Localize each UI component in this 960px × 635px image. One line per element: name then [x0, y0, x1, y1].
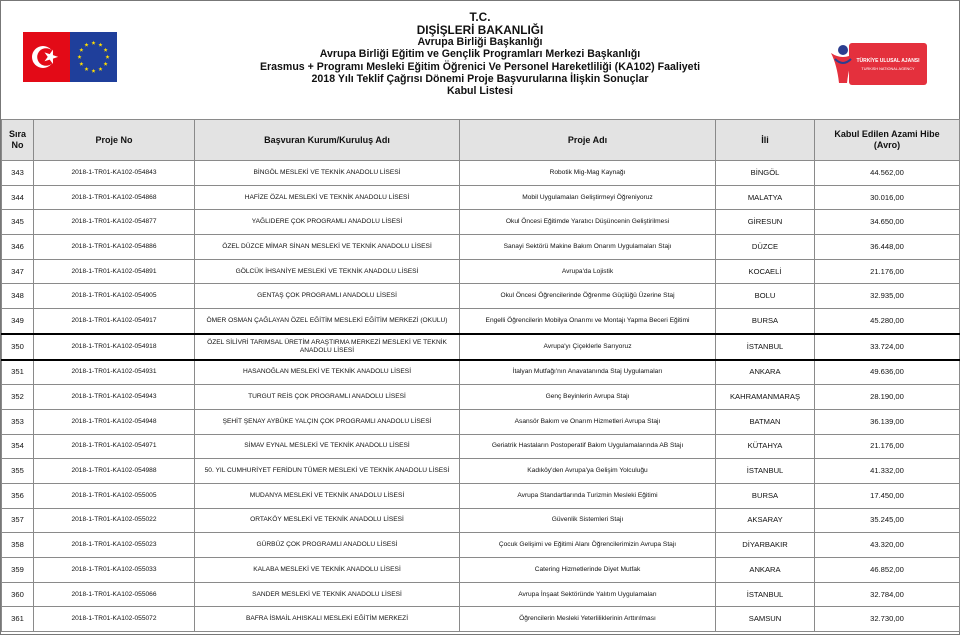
cell-kurum-adi: BAFRA İSMAİL AHISKALI MESLEKİ EĞİTİM MERKEZİ	[195, 607, 460, 632]
cell-sira-no: 346	[2, 235, 34, 260]
cell-il: BİNGÖL	[716, 161, 815, 186]
eu-star-icon	[79, 48, 83, 52]
cell-proje-adi: Engelli Öğrencilerin Mobilya Onarımı ve Montajı Yapma Beceri Eğitimi	[460, 309, 716, 334]
cell-proje-no: 2018-1-TR01-KA102-054886	[34, 235, 195, 260]
cell-sira-no: 344	[2, 185, 34, 210]
national-agency-logo	[825, 39, 929, 89]
cell-proje-no: 2018-1-TR01-KA102-054917	[34, 309, 195, 334]
cell-proje-no: 2018-1-TR01-KA102-055005	[34, 483, 195, 508]
cell-hibe: 46.852,00	[815, 558, 960, 583]
cell-kurum-adi: MUDANYA MESLEKİ VE TEKNİK ANADOLU LİSESİ	[195, 483, 460, 508]
cell-sira-no: 360	[2, 582, 34, 607]
cell-hibe: 45.280,00	[815, 309, 960, 334]
cell-sira-no: 357	[2, 508, 34, 533]
cell-sira-no: 359	[2, 558, 34, 583]
col-header-hibe: Kabul Edilen Azami Hibe (Avro)	[815, 120, 960, 161]
header-title-block	[1, 1, 959, 97]
cell-proje-no: 2018-1-TR01-KA102-054868	[34, 185, 195, 210]
table-row	[2, 607, 960, 632]
cell-proje-no: 2018-1-TR01-KA102-054918	[34, 334, 195, 360]
table-body	[2, 161, 960, 632]
cell-hibe: 32.730,00	[815, 607, 960, 632]
header-line-center: Avrupa Birliği Eğitim ve Gençlik Programları Merkezi Başkanlığı	[319, 48, 641, 61]
cell-hibe: 49.636,00	[815, 360, 960, 385]
cell-il: İSTANBUL	[716, 582, 815, 607]
cell-il: BURSA	[716, 483, 815, 508]
table-row	[2, 235, 960, 260]
cell-sira-no: 351	[2, 360, 34, 385]
cell-proje-adi: Catering Hizmetlerinde Diyet Mutfak	[460, 558, 716, 583]
eu-star-icon	[98, 43, 102, 47]
cell-il: DİYARBAKIR	[716, 533, 815, 558]
cell-sira-no: 352	[2, 385, 34, 410]
cell-proje-adi: Asansör Bakım ve Onarım Hizmetleri Avrupa Stajı	[460, 409, 716, 434]
cell-kurum-adi: ORTAKÖY MESLEKİ VE TEKNİK ANADOLU LİSESİ	[195, 508, 460, 533]
cell-kurum-adi: SİMAV EYNAL MESLEKİ VE TEKNİK ANADOLU LİSESİ	[195, 434, 460, 459]
cell-il: BATMAN	[716, 409, 815, 434]
table-row	[2, 533, 960, 558]
cell-proje-adi: Robotik Mig-Mag Kaynağı	[460, 161, 716, 186]
cell-proje-no: 2018-1-TR01-KA102-054988	[34, 459, 195, 484]
table-row	[2, 409, 960, 434]
cell-hibe: 41.332,00	[815, 459, 960, 484]
turkey-eu-flags-logo	[23, 32, 117, 82]
cell-proje-adi: Avrupa Standartlarında Turizmin Mesleki Eğitimi	[460, 483, 716, 508]
col-header-sira: Sıra No	[2, 120, 34, 161]
table-row	[2, 185, 960, 210]
acceptance-table	[1, 119, 960, 632]
cell-proje-adi: Kadıköy'den Avrupa'ya Gelişim Yolculuğu	[460, 459, 716, 484]
eu-star-icon	[104, 62, 108, 66]
eu-flag-icon	[70, 32, 117, 82]
eu-star-icon	[91, 69, 95, 73]
cell-il: BURSA	[716, 309, 815, 334]
cell-hibe: 21.176,00	[815, 259, 960, 284]
cell-proje-no: 2018-1-TR01-KA102-055023	[34, 533, 195, 558]
header-line-tc: T.C.	[469, 10, 491, 24]
cell-proje-adi: Okul Öncesi Öğrencilerinde Öğrenme Güçlüğü Üzerine Staj	[460, 284, 716, 309]
cell-proje-no: 2018-1-TR01-KA102-054943	[34, 385, 195, 410]
cell-proje-adi: Öğrencilerin Mesleki Yeterliliklerinin Arttırılması	[460, 607, 716, 632]
cell-kurum-adi: ÖZEL DÜZCE MİMAR SİNAN MESLEKİ VE TEKNİK ANADOLU LİSESİ	[195, 235, 460, 260]
cell-sira-no: 356	[2, 483, 34, 508]
table-row	[2, 161, 960, 186]
table-row	[2, 459, 960, 484]
header-line-ministry: DIŞİŞLERİ BAKANLIĞI	[416, 22, 544, 37]
cell-kurum-adi: TURGUT REİS ÇOK PROGRAMLI ANADOLU LİSESİ	[195, 385, 460, 410]
cell-il: KOCAELİ	[716, 259, 815, 284]
cell-proje-adi: Çocuk Gelişimi ve Eğitimi Alanı Öğrencilerimizin Avrupa Stajı	[460, 533, 716, 558]
cell-proje-no: 2018-1-TR01-KA102-054877	[34, 210, 195, 235]
cell-il: İSTANBUL	[716, 334, 815, 360]
document-header	[1, 1, 959, 119]
header-line-list: Kabul Listesi	[447, 85, 513, 97]
cell-hibe: 33.724,00	[815, 334, 960, 360]
eu-star-icon	[91, 41, 95, 45]
cell-sira-no: 358	[2, 533, 34, 558]
cell-proje-no: 2018-1-TR01-KA102-054948	[34, 409, 195, 434]
table-row	[2, 360, 960, 385]
cell-hibe: 32.935,00	[815, 284, 960, 309]
cell-il: KÜTAHYA	[716, 434, 815, 459]
cell-il: KAHRAMANMARAŞ	[716, 385, 815, 410]
cell-hibe: 32.784,00	[815, 582, 960, 607]
eu-star-icon	[104, 48, 108, 52]
table-row	[2, 483, 960, 508]
cell-il: GİRESUN	[716, 210, 815, 235]
cell-hibe: 36.139,00	[815, 409, 960, 434]
eu-star-icon	[84, 67, 88, 71]
col-header-il: İli	[716, 120, 815, 161]
cell-proje-adi: Avrupa'yı Çiçeklerle Sarıyoruz	[460, 334, 716, 360]
cell-sira-no: 353	[2, 409, 34, 434]
cell-sira-no: 349	[2, 309, 34, 334]
cell-il: AKSARAY	[716, 508, 815, 533]
cell-sira-no: 354	[2, 434, 34, 459]
cell-kurum-adi: ÖZEL SİLİVRİ TARIMSAL ÜRETİM ARAŞTIRMA MERKEZİ MESLEKİ VE TEKNİK ANADOLU LİSESİ	[195, 334, 460, 360]
cell-hibe: 36.448,00	[815, 235, 960, 260]
table-row	[2, 434, 960, 459]
cell-proje-no: 2018-1-TR01-KA102-054905	[34, 284, 195, 309]
cell-proje-no: 2018-1-TR01-KA102-054931	[34, 360, 195, 385]
header-line-directorate: Avrupa Birliği Başkanlığı	[417, 36, 543, 49]
cell-proje-adi: İtalyan Mutfağı'nın Anavatanında Staj Uygulamaları	[460, 360, 716, 385]
cell-kurum-adi: GENTAŞ ÇOK PROGRAMLI ANADOLU LİSESİ	[195, 284, 460, 309]
cell-proje-no: 2018-1-TR01-KA102-055066	[34, 582, 195, 607]
table-row	[2, 309, 960, 334]
cell-kurum-adi: YAĞLIDERE ÇOK PROGRAMLI ANADOLU LİSESİ	[195, 210, 460, 235]
cell-hibe: 21.176,00	[815, 434, 960, 459]
table-row	[2, 259, 960, 284]
agency-name-tr: TÜRKİYE ULUSAL AJANSI	[856, 58, 920, 64]
col-header-proje-adi: Proje Adı	[460, 120, 716, 161]
eu-star-icon	[98, 67, 102, 71]
eu-star-icon	[105, 55, 109, 59]
cell-sira-no: 350	[2, 334, 34, 360]
cell-kurum-adi: ÖMER OSMAN ÇAĞLAYAN ÖZEL EĞİTİM MESLEKİ EĞİTİM MERKEZİ (OKULU)	[195, 309, 460, 334]
cell-il: ANKARA	[716, 558, 815, 583]
cell-proje-adi: Avrupa'da Lojistik	[460, 259, 716, 284]
cell-kurum-adi: HAFİZE ÖZAL MESLEKİ VE TEKNİK ANADOLU LİSESİ	[195, 185, 460, 210]
cell-kurum-adi: KALABA MESLEKİ VE TEKNİK ANADOLU LİSESİ	[195, 558, 460, 583]
table-row	[2, 210, 960, 235]
cell-kurum-adi: GÜRBÜZ ÇOK PROGRAMLI ANADOLU LİSESİ	[195, 533, 460, 558]
cell-sira-no: 347	[2, 259, 34, 284]
cell-hibe: 17.450,00	[815, 483, 960, 508]
cell-proje-adi: Güvenlik Sistemleri Stajı	[460, 508, 716, 533]
cell-il: İSTANBUL	[716, 459, 815, 484]
col-header-proje-no: Proje No	[34, 120, 195, 161]
cell-kurum-adi: SANDER MESLEKİ VE TEKNİK ANADOLU LİSESİ	[195, 582, 460, 607]
cell-kurum-adi: GÖLCÜK İHSANİYE MESLEKİ VE TEKNİK ANADOLU LİSESİ	[195, 259, 460, 284]
cell-proje-no: 2018-1-TR01-KA102-055033	[34, 558, 195, 583]
cell-hibe: 35.245,00	[815, 508, 960, 533]
cell-hibe: 30.016,00	[815, 185, 960, 210]
cell-proje-adi: Geriatrik Hastaların Postoperatif Bakım Uygulamalarında AB Stajı	[460, 434, 716, 459]
eu-star-icon	[79, 62, 83, 66]
cell-hibe: 28.190,00	[815, 385, 960, 410]
table-row	[2, 385, 960, 410]
cell-proje-no: 2018-1-TR01-KA102-054971	[34, 434, 195, 459]
cell-sira-no: 361	[2, 607, 34, 632]
cell-proje-no: 2018-1-TR01-KA102-055022	[34, 508, 195, 533]
header-line-programme: Erasmus + Programı Mesleki Eğitim Öğrenici Ve Personel Hareketliliği (KA102) Faaliyeti	[259, 60, 701, 73]
eu-star-icon	[84, 43, 88, 47]
table-row	[2, 508, 960, 533]
cell-proje-no: 2018-1-TR01-KA102-054843	[34, 161, 195, 186]
cell-sira-no: 345	[2, 210, 34, 235]
cell-sira-no: 355	[2, 459, 34, 484]
cell-kurum-adi: BİNGÖL MESLEKİ VE TEKNİK ANADOLU LİSESİ	[195, 161, 460, 186]
cell-il: ANKARA	[716, 360, 815, 385]
cell-hibe: 44.562,00	[815, 161, 960, 186]
cell-proje-no: 2018-1-TR01-KA102-054891	[34, 259, 195, 284]
table-row	[2, 582, 960, 607]
cell-il: SAMSUN	[716, 607, 815, 632]
col-header-kurum: Başvuran Kurum/Kuruluş Adı	[195, 120, 460, 161]
eu-star-icon	[77, 55, 81, 59]
cell-hibe: 43.320,00	[815, 533, 960, 558]
header-line-call: 2018 Yılı Teklif Çağrısı Dönemi Proje Başvurularına İlişkin Sonuçlar	[311, 72, 649, 85]
table-header-row	[2, 120, 960, 161]
cell-il: MALATYA	[716, 185, 815, 210]
table-row	[2, 558, 960, 583]
table-row	[2, 334, 960, 360]
cell-il: DÜZCE	[716, 235, 815, 260]
cell-proje-adi: Okul Öncesi Eğitimde Yaratıcı Düşüncenin Geliştirilmesi	[460, 210, 716, 235]
cell-kurum-adi: HASANOĞLAN MESLEKİ VE TEKNİK ANADOLU LİSESİ	[195, 360, 460, 385]
turkey-flag-icon	[23, 32, 70, 82]
cell-proje-adi: Genç Beyinlerin Avrupa Stajı	[460, 385, 716, 410]
cell-il: BOLU	[716, 284, 815, 309]
cell-proje-no: 2018-1-TR01-KA102-055072	[34, 607, 195, 632]
cell-sira-no: 343	[2, 161, 34, 186]
cell-kurum-adi: ŞEHİT ŞENAY AYBÜKE YALÇIN ÇOK PROGRAMLI ANADOLU LİSESİ	[195, 409, 460, 434]
cell-hibe: 34.650,00	[815, 210, 960, 235]
cell-proje-adi: Avrupa İnşaat Sektöründe Yalıtım Uygulamaları	[460, 582, 716, 607]
cell-kurum-adi: 50. YIL CUMHURİYET FERİDUN TÜMER MESLEKİ VE TEKNİK ANADOLU LİSESİ	[195, 459, 460, 484]
cell-proje-adi: Sanayi Sektörü Makine Bakım Onarım Uygulamaları Stajı	[460, 235, 716, 260]
agency-name-en: TURKISH NATIONAL AGENCY	[861, 67, 915, 71]
table-row	[2, 284, 960, 309]
cell-sira-no: 348	[2, 284, 34, 309]
cell-proje-adi: Mobil Uygulamaları Geliştirmeyi Öğreniyoruz	[460, 185, 716, 210]
